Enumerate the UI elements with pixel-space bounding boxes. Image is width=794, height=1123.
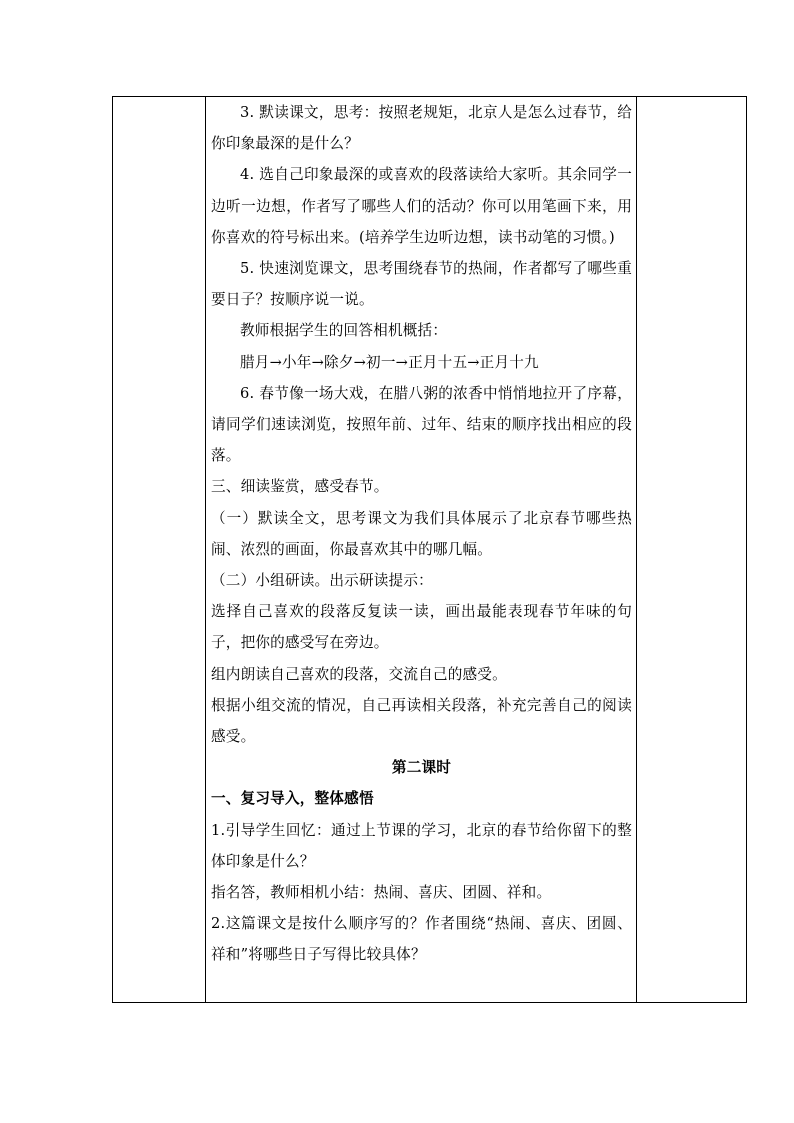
step-3-paragraph: 3. 默读课文，思考：按照老规矩，北京人是怎么过春节，给你印象最深的是什么？ bbox=[211, 104, 632, 153]
step-6-paragraph: 6. 春节像一场大戏，在腊八粥的浓香中悄悄地拉开了序幕，请同学们速读浏览，按照年前、过年、结束的顺序找出相应的段落。 bbox=[211, 384, 632, 465]
second-lesson-title: 第二课时 bbox=[391, 759, 452, 777]
table-row bbox=[113, 97, 747, 1003]
step-5-paragraph: 5. 快速浏览课文，思考围绕春节的热闹，作者都写了哪些重要日子？按顺序说一说。 bbox=[211, 260, 632, 309]
lesson-plan-table bbox=[112, 96, 747, 1003]
review-section-heading: 一、复习导入，整体感悟 bbox=[211, 790, 374, 808]
section-3-heading: 三、细读鉴赏，感受春节。 bbox=[211, 478, 389, 496]
reading-tip-1: 选择自己喜欢的段落反复读一读，画出最能表现春节年味的句子，把你的感受写在旁边。 bbox=[211, 603, 632, 652]
teaching-process-cell bbox=[206, 97, 637, 1003]
review-answer-1: 指名答，教师相机小结：热闹、喜庆、团圆、祥和。 bbox=[211, 884, 552, 902]
section-3-part-2: （二）小组研读。出示研读提示： bbox=[211, 572, 433, 590]
step-4-paragraph: 4. 选自己印象最深的或喜欢的段落读给大家听。其余同学一边听一边想，作者写了哪些人们的活动？你可以用笔画下来，用你喜欢的符号标出来。(培养学生边听边想，读书动笔的习惯。) bbox=[211, 166, 632, 246]
day-sequence: 腊月→小年→除夕→初一→正月十五→正月十九 bbox=[240, 353, 539, 371]
review-question-2: 2.这篇课文是按什么顺序写的？作者围绕“热闹、喜庆、团圆、祥和”将哪些日子写得比较具体？ bbox=[211, 915, 632, 964]
reading-tip-3: 根据小组交流的情况，自己再读相关段落，补充完善自己的阅读感受。 bbox=[211, 696, 632, 746]
reading-tip-2: 组内朗读自己喜欢的段落，交流自己的感受。 bbox=[211, 665, 507, 683]
section-3-part-1: （一）默读全文，思考课文为我们具体展示了北京春节哪些热闹、浓烈的画面，你最喜欢其中的哪几幅。 bbox=[211, 509, 632, 558]
left-column-cell bbox=[113, 97, 206, 1003]
review-question-1: 1.引导学生回忆：通过上节课的学习，北京的春节给你留下的整体印象是什么？ bbox=[211, 821, 632, 870]
right-column-cell bbox=[637, 97, 747, 1003]
teacher-summary-intro: 教师根据学生的回答相机概括： bbox=[240, 322, 448, 340]
